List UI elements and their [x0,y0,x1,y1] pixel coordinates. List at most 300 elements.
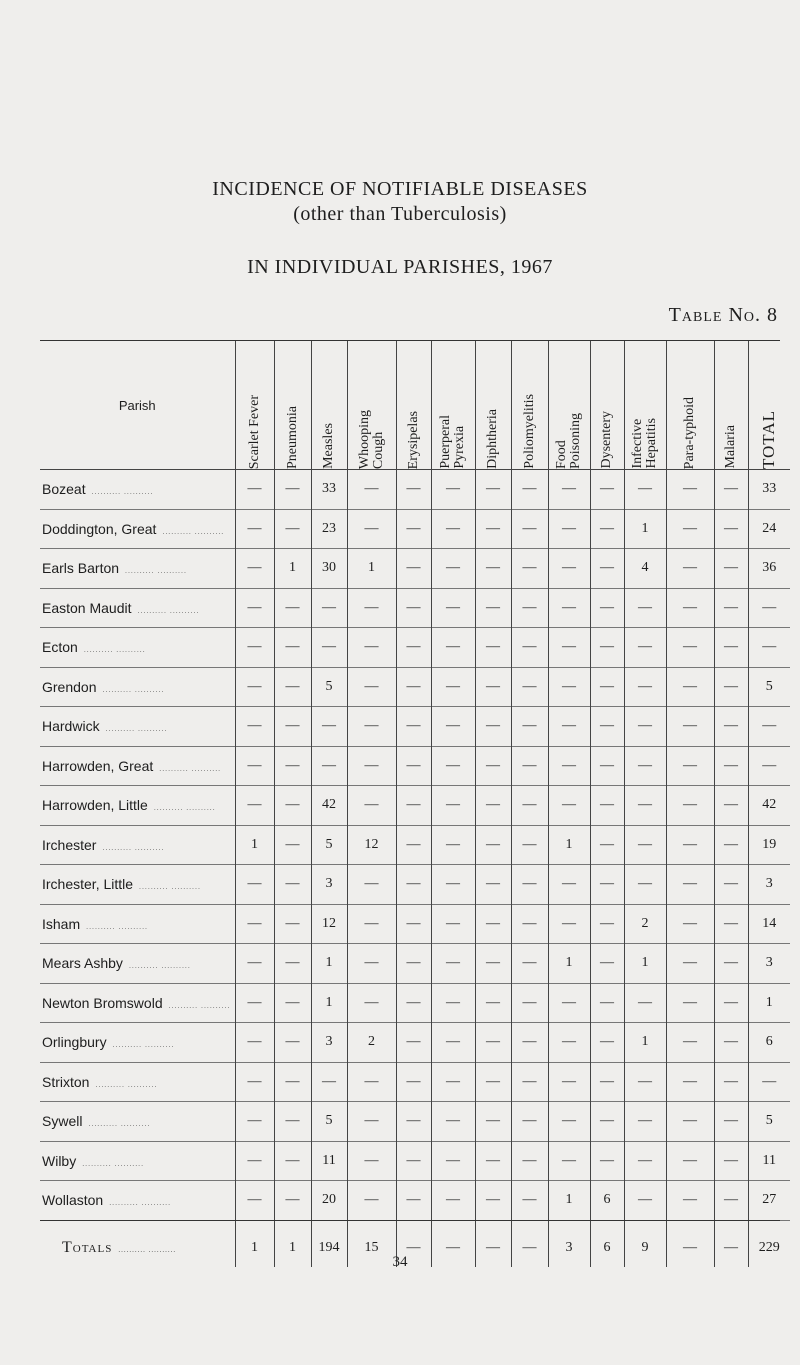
count-cell: — [666,1220,714,1267]
count-cell: — [274,707,311,747]
count-cell: — [396,509,431,549]
count-cell: — [548,746,590,786]
column-header [548,341,590,470]
count-cell: 1 [548,1181,590,1221]
column-header [274,341,311,470]
count-cell: 1 [274,1220,311,1267]
page-title: INCIDENCE OF NOTIFIABLE DISEASES [212,178,588,200]
count-cell: — [624,825,666,865]
count-cell: — [431,707,475,747]
count-cell: — [475,1181,511,1221]
count-cell: — [396,904,431,944]
count-cell: — [235,1062,274,1102]
parish-name [40,667,235,707]
count-cell: — [624,588,666,628]
count-cell: — [511,509,548,549]
count-cell: 11 [311,1141,347,1181]
count-cell: — [396,1181,431,1221]
count-cell: 30 [311,549,347,589]
count-cell: — [396,667,431,707]
leader-dots: .......... .......... [162,528,225,536]
count-cell: 23 [311,509,347,549]
count-cell: 1 [235,1220,274,1267]
count-cell: — [548,1102,590,1142]
count-cell: — [235,904,274,944]
count-cell: — [666,470,714,510]
count-cell: — [548,707,590,747]
table-row [40,470,790,510]
count-cell: — [396,983,431,1023]
column-header [431,341,475,470]
count-cell: 1 [347,549,396,589]
count-cell: — [714,904,748,944]
count-cell: — [431,509,475,549]
count-cell: — [714,628,748,668]
row-total-cell: 3 [748,865,790,905]
count-cell: — [431,1141,475,1181]
count-cell: — [714,1102,748,1142]
column-header [748,341,790,470]
count-cell: — [624,1181,666,1221]
column-header [311,341,347,470]
table-row [40,667,790,707]
parish-label: Wollaston [42,1192,104,1209]
row-total-cell: 11 [748,1141,790,1181]
count-cell: 1 [235,825,274,865]
count-cell: 1 [274,549,311,589]
count-cell: — [624,1102,666,1142]
count-cell: — [274,786,311,826]
count-cell: — [431,470,475,510]
count-cell: — [396,588,431,628]
count-cell: 12 [311,904,347,944]
count-cell: — [431,1062,475,1102]
count-cell: 5 [311,825,347,865]
column-header [590,341,624,470]
column-header [475,341,511,470]
count-cell: — [624,628,666,668]
count-cell: — [475,746,511,786]
count-cell: 194 [311,1220,347,1267]
parish-name [40,588,235,628]
count-cell: — [714,667,748,707]
count-cell: — [431,588,475,628]
count-cell: 3 [311,1023,347,1063]
row-total-cell: 6 [748,1023,790,1063]
table-row [40,628,790,668]
count-cell: — [511,628,548,668]
row-total-cell: 42 [748,786,790,826]
count-cell: — [475,707,511,747]
count-cell: — [548,470,590,510]
count-cell: — [590,549,624,589]
column-header-label: TOTAL [759,409,779,469]
count-cell: — [666,628,714,668]
count-cell: — [396,825,431,865]
count-cell: — [274,1141,311,1181]
row-total-cell: 3 [748,944,790,984]
count-cell: — [548,588,590,628]
count-cell: 42 [311,786,347,826]
count-cell: — [347,865,396,905]
count-cell: — [624,786,666,826]
count-cell: — [475,1102,511,1142]
count-cell: — [666,983,714,1023]
count-cell: — [274,1023,311,1063]
count-cell: — [347,786,396,826]
leader-dots: .......... .......... [137,607,200,615]
parish-name [40,628,235,668]
column-header-label: Food Poisoning [554,412,583,469]
count-cell: — [431,1102,475,1142]
header-row [40,341,790,470]
count-cell: — [714,1023,748,1063]
table-row [40,983,790,1023]
count-cell: — [347,470,396,510]
count-cell: — [714,825,748,865]
count-cell: — [511,1141,548,1181]
count-cell: 1 [624,944,666,984]
count-cell: 15 [347,1220,396,1267]
count-cell: — [590,825,624,865]
count-cell: — [475,825,511,865]
leader-dots: .......... .......... [82,1160,145,1168]
count-cell: — [396,707,431,747]
count-cell: — [475,1062,511,1102]
parish-name [40,1181,235,1221]
column-header [347,341,396,470]
count-cell: — [714,1062,748,1102]
parish-name [40,865,235,905]
count-cell: — [624,865,666,905]
count-cell: — [666,944,714,984]
count-cell: — [590,944,624,984]
count-cell: — [274,944,311,984]
count-cell: — [666,786,714,826]
column-header-label: Dysentery [599,411,614,469]
count-cell: — [511,1023,548,1063]
count-cell: 9 [624,1220,666,1267]
count-cell: — [235,509,274,549]
count-cell: — [475,944,511,984]
table-row [40,786,790,826]
count-cell: — [347,1062,396,1102]
count-cell: — [431,865,475,905]
count-cell: — [590,904,624,944]
leader-dots: .......... .......... [125,568,187,576]
count-cell: 20 [311,1181,347,1221]
count-cell: — [274,470,311,510]
table-row [40,549,790,589]
count-cell: — [235,865,274,905]
column-header [396,341,431,470]
count-cell: — [548,549,590,589]
count-cell: — [396,1102,431,1142]
count-cell: — [431,904,475,944]
count-cell: — [511,470,548,510]
count-cell: 5 [311,1102,347,1142]
parish-label: Easton Maudit [42,599,132,616]
count-cell: — [396,1062,431,1102]
column-header-label: Pneumonia [284,406,300,469]
parish-label: Earls Barton [42,560,120,577]
count-cell: — [714,1141,748,1181]
count-cell: — [511,983,548,1023]
count-cell: — [235,983,274,1023]
count-cell: — [431,786,475,826]
count-cell: — [666,1181,714,1221]
count-cell: — [548,1141,590,1181]
count-cell: — [548,904,590,944]
leader-dots: .......... .......... [91,489,154,497]
count-cell: — [548,865,590,905]
count-cell: — [431,983,475,1023]
count-cell: — [475,904,511,944]
count-cell: — [511,1102,548,1142]
count-cell: — [235,1181,274,1221]
count-cell: — [235,746,274,786]
count-cell: — [666,509,714,549]
count-cell: — [666,746,714,786]
row-total-cell: 33 [748,470,790,510]
count-cell: 4 [624,549,666,589]
parish-label: Irchester [42,836,97,853]
count-cell: — [624,983,666,1023]
count-cell: — [274,746,311,786]
column-header-label: Erysipelas [405,410,421,469]
count-cell: — [347,746,396,786]
count-cell: — [475,509,511,549]
count-cell: — [475,588,511,628]
count-cell: — [511,549,548,589]
count-cell: — [548,509,590,549]
count-cell: — [475,1023,511,1063]
count-cell: 33 [311,470,347,510]
count-cell: — [235,667,274,707]
count-cell: 1 [548,944,590,984]
parish-label: Irchester, Little [42,876,134,893]
count-cell: — [590,786,624,826]
count-cell: — [396,549,431,589]
table-row [40,746,790,786]
count-cell: — [511,1181,548,1221]
parish-label: Ecton [42,639,78,656]
parish-label: Harrowden, Great [42,757,154,774]
count-cell: — [511,786,548,826]
table-row [40,865,790,905]
column-header [714,341,748,470]
column-header-label: Para-typhoid [682,396,697,469]
parish-name [40,786,235,826]
count-cell: — [431,628,475,668]
count-cell: — [511,904,548,944]
count-cell: — [347,983,396,1023]
row-total-cell: 1 [748,983,790,1023]
count-cell: — [714,707,748,747]
count-cell: — [714,549,748,589]
parish-name [40,707,235,747]
count-cell: — [666,1062,714,1102]
count-cell: — [274,904,311,944]
count-cell: — [431,1220,475,1267]
table-row [40,588,790,628]
count-cell: — [714,746,748,786]
count-cell: — [396,1023,431,1063]
count-cell: — [666,707,714,747]
count-cell: — [511,667,548,707]
count-cell: — [548,628,590,668]
bottom-rule [40,1220,780,1221]
count-cell: — [274,865,311,905]
parish-label: Doddington, Great [42,520,157,537]
count-cell: — [347,1141,396,1181]
column-header-label: Whooping Cough [356,409,386,469]
count-cell: — [590,1141,624,1181]
count-cell: 5 [311,667,347,707]
count-cell: 12 [347,825,396,865]
parish-label: Totals [62,1238,113,1256]
count-cell: — [714,1181,748,1221]
count-cell: — [590,470,624,510]
count-cell: — [396,1141,431,1181]
count-cell: — [511,1220,548,1267]
count-cell: — [347,707,396,747]
parish-name [40,983,235,1023]
count-cell: — [347,944,396,984]
count-cell: — [590,1023,624,1063]
parish-name [40,549,235,589]
count-cell: — [666,588,714,628]
count-cell: — [396,786,431,826]
count-cell: — [475,983,511,1023]
count-cell: — [235,944,274,984]
count-cell: — [274,588,311,628]
count-cell: — [511,865,548,905]
count-cell: 1 [624,509,666,549]
count-cell: — [475,628,511,668]
disease-table [40,341,790,1267]
count-cell: — [274,1102,311,1142]
row-total-cell: 14 [748,904,790,944]
count-cell: — [666,1102,714,1142]
column-header-label: Poliomyelitis [521,394,537,469]
count-cell: — [274,1181,311,1221]
count-cell: 3 [548,1220,590,1267]
count-cell: — [311,707,347,747]
count-cell: — [235,786,274,826]
count-cell: — [666,904,714,944]
count-cell: — [666,865,714,905]
parish-name [40,470,235,510]
row-total-cell: — [748,628,790,668]
parish-name [40,825,235,865]
parish-label: Bozeat [42,481,86,498]
count-cell: — [714,786,748,826]
count-cell: — [624,746,666,786]
table-row [40,1062,790,1102]
column-header-label: Scarlet Fever [246,394,262,469]
parish-label: Strixton [42,1073,90,1090]
count-cell: — [347,628,396,668]
table-row [40,509,790,549]
column-header-parish: Parish [118,397,156,413]
parish-label: Grendon [42,678,97,695]
count-cell: — [311,1062,347,1102]
count-cell: — [396,865,431,905]
parish-name [40,509,235,549]
count-cell: 2 [624,904,666,944]
parish-name [40,1141,235,1181]
count-cell: — [624,1141,666,1181]
count-cell: — [590,983,624,1023]
count-cell: — [347,509,396,549]
count-cell: — [274,983,311,1023]
count-cell: — [274,825,311,865]
count-cell: — [624,667,666,707]
count-cell: — [475,1220,511,1267]
count-cell: — [235,1102,274,1142]
count-cell: — [311,628,347,668]
count-cell: — [590,1062,624,1102]
parish-name [40,904,235,944]
table-row [40,1181,790,1221]
parish-label: Sywell [42,1113,83,1130]
count-cell: — [511,1062,548,1102]
count-cell: — [666,1023,714,1063]
count-cell: — [666,1141,714,1181]
count-cell: — [548,667,590,707]
count-cell: — [624,470,666,510]
count-cell: — [511,707,548,747]
row-total-cell: — [748,746,790,786]
count-cell: — [235,628,274,668]
count-cell: — [235,707,274,747]
count-cell: — [590,746,624,786]
count-cell: — [714,865,748,905]
count-cell: — [590,667,624,707]
row-total-cell: 5 [748,1102,790,1142]
count-cell: — [511,588,548,628]
count-cell: — [235,1023,274,1063]
count-cell: — [475,667,511,707]
count-cell: — [274,667,311,707]
count-cell: — [714,588,748,628]
count-cell: — [714,509,748,549]
count-cell: — [347,1102,396,1142]
count-cell: — [590,628,624,668]
count-cell: — [431,746,475,786]
row-total-cell: 19 [748,825,790,865]
column-header [624,341,666,470]
column-header [235,341,274,470]
count-cell: — [475,470,511,510]
column-header [511,341,548,470]
leader-dots: .......... .......... [112,1042,175,1050]
count-cell: — [590,865,624,905]
parish-name [40,1062,235,1102]
count-cell: — [431,549,475,589]
table-row [40,707,790,747]
count-cell: — [311,588,347,628]
count-cell: — [548,1023,590,1063]
count-cell: — [624,707,666,747]
table-row [40,825,790,865]
count-cell: — [590,588,624,628]
count-cell: — [274,1062,311,1102]
count-cell: — [666,549,714,589]
count-cell: — [714,983,748,1023]
parish-label: Mears Ashby [42,955,123,972]
